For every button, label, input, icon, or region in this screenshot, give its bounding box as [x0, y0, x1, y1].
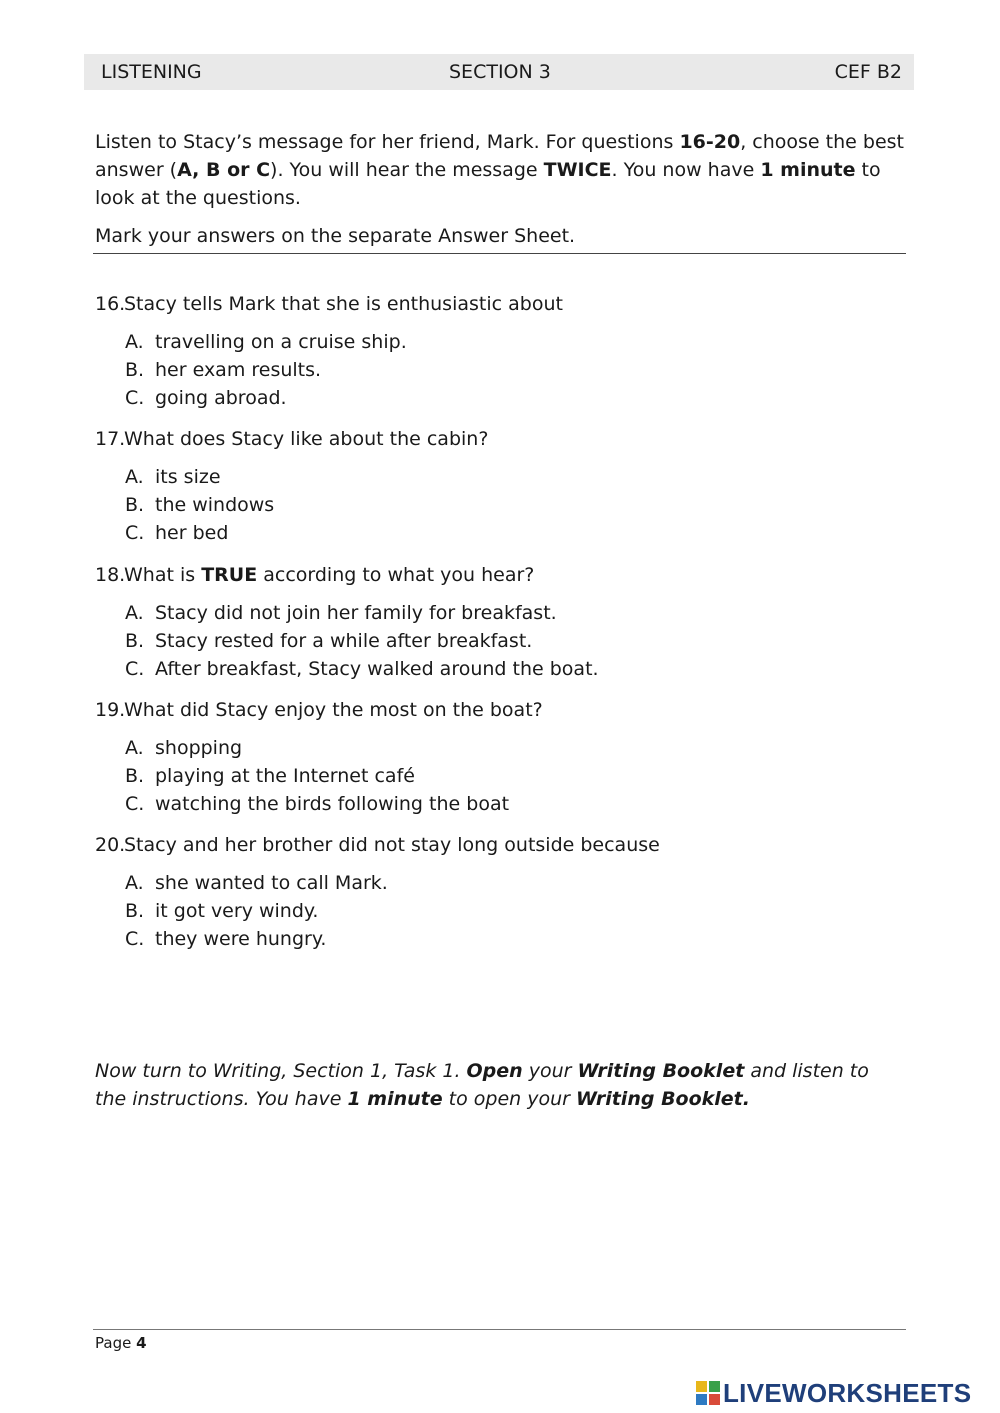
- writing-booklet-emphasis: Writing Booklet.: [576, 1088, 750, 1110]
- answer-option[interactable]: [95, 519, 895, 547]
- question-number: 16.: [95, 293, 126, 315]
- time-emphasis: 1 minute: [760, 159, 856, 181]
- answer-option[interactable]: [95, 655, 895, 683]
- footer-divider: [93, 1329, 906, 1330]
- answer-option[interactable]: [95, 869, 895, 897]
- answer-option[interactable]: [95, 384, 895, 412]
- question-number: 17.: [95, 428, 126, 450]
- option-text: After breakfast, Stacy walked around the boat.: [155, 658, 599, 680]
- option-letter: B.: [125, 765, 145, 787]
- closing-instructions: [95, 1057, 895, 1113]
- answer-option[interactable]: [95, 491, 895, 519]
- question-stem: [95, 290, 895, 318]
- question-text: Stacy and her brother did not stay long outside because: [124, 834, 660, 856]
- option-text: she wanted to call Mark.: [155, 872, 388, 894]
- option-letter: C.: [125, 522, 145, 544]
- answer-option[interactable]: [95, 463, 895, 491]
- closing-text: your: [522, 1060, 578, 1082]
- instructions-paragraph: [95, 128, 905, 212]
- option-text: its size: [155, 466, 221, 488]
- logo-tile: [696, 1381, 707, 1392]
- closing-text: to open your: [442, 1088, 576, 1110]
- option-letter: A.: [125, 331, 144, 353]
- option-text: Stacy did not join her family for breakfast.: [155, 602, 557, 624]
- question-19: [95, 696, 895, 818]
- option-letter: C.: [125, 387, 145, 409]
- question-text: What is: [124, 564, 202, 586]
- answer-option[interactable]: [95, 356, 895, 384]
- answer-option[interactable]: [95, 925, 895, 953]
- option-letter: B.: [125, 494, 145, 516]
- option-letter: A.: [125, 466, 144, 488]
- closing-text: and listen to the instructions. You have: [95, 1060, 869, 1110]
- option-letter: C.: [125, 658, 145, 680]
- answer-option[interactable]: [95, 734, 895, 762]
- option-letter: A.: [125, 602, 144, 624]
- option-text: her bed: [155, 522, 229, 544]
- question-number: 19.: [95, 699, 126, 721]
- divider: [93, 253, 906, 254]
- instructions-text: Listen to Stacy’s message for her friend, Mark. For questions: [95, 131, 680, 153]
- answer-option[interactable]: [95, 762, 895, 790]
- instructions-text: , choose the best answer (: [95, 131, 904, 181]
- page-number: [95, 1333, 147, 1353]
- liveworksheets-logo: [696, 1378, 971, 1408]
- option-text: the windows: [155, 494, 275, 516]
- answer-option[interactable]: [95, 790, 895, 818]
- option-letter: A.: [125, 872, 144, 894]
- instructions-text: ). You will hear the message: [270, 159, 544, 181]
- true-emphasis: TRUE: [201, 564, 258, 586]
- time-emphasis: 1 minute: [347, 1088, 443, 1110]
- instructions-text: . You now have: [611, 159, 761, 181]
- option-text: her exam results.: [155, 359, 322, 381]
- logo-tile: [696, 1394, 707, 1405]
- question-stem: [95, 696, 895, 724]
- question-text: Stacy tells Mark that she is enthusiastic about: [124, 293, 563, 315]
- question-20: [95, 831, 895, 953]
- option-text: going abroad.: [155, 387, 287, 409]
- option-letter: B.: [125, 900, 145, 922]
- option-letter: C.: [125, 928, 145, 950]
- option-letter: B.: [125, 359, 145, 381]
- header-section-number: SECTION 3: [449, 61, 551, 83]
- option-text: Stacy rested for a while after breakfast.: [155, 630, 533, 652]
- option-text: it got very windy.: [155, 900, 319, 922]
- header-level: CEF B2: [834, 61, 902, 83]
- question-stem: [95, 831, 895, 859]
- option-text: shopping: [155, 737, 243, 759]
- open-emphasis: Open: [466, 1060, 523, 1082]
- instructions: [95, 128, 905, 250]
- option-letter: C.: [125, 793, 145, 815]
- logo-tile: [709, 1381, 720, 1392]
- closing-text: Now turn to Writing, Section 1, Task 1.: [95, 1060, 467, 1082]
- option-letter: A.: [125, 737, 144, 759]
- question-text: What did Stacy enjoy the most on the boat?: [124, 699, 543, 721]
- option-text: travelling on a cruise ship.: [155, 331, 407, 353]
- option-text: playing at the Internet café: [155, 765, 415, 787]
- twice-emphasis: TWICE: [543, 159, 612, 181]
- page-header: [84, 54, 914, 90]
- question-number: 18.: [95, 564, 126, 586]
- page-number-value: 4: [136, 1334, 147, 1352]
- option-letter: B.: [125, 630, 145, 652]
- answer-option[interactable]: [95, 328, 895, 356]
- question-stem: [95, 561, 895, 589]
- question-16: [95, 290, 895, 412]
- logo-icon: [696, 1381, 720, 1405]
- question-stem: [95, 425, 895, 453]
- option-text: they were hungry.: [155, 928, 327, 950]
- question-range: 16-20: [679, 131, 741, 153]
- option-text: watching the birds following the boat: [155, 793, 510, 815]
- question-number: 20.: [95, 834, 126, 856]
- logo-text: LIVEWORKSHEETS: [723, 1377, 972, 1408]
- writing-booklet-emphasis: Writing Booklet: [577, 1060, 745, 1082]
- answer-option[interactable]: [95, 599, 895, 627]
- question-text: What does Stacy like about the cabin?: [124, 428, 489, 450]
- answer-option[interactable]: [95, 897, 895, 925]
- page-label: Page: [95, 1334, 137, 1352]
- question-text: according to what you hear?: [257, 564, 535, 586]
- answer-sheet-note: Mark your answers on the separate Answer Sheet.: [95, 225, 576, 247]
- logo-tile: [709, 1394, 720, 1405]
- header-section-name: LISTENING: [101, 61, 202, 83]
- question-18: [95, 561, 895, 683]
- closing-paragraph: [95, 1057, 895, 1113]
- answer-choices: A, B or C: [177, 159, 271, 181]
- answer-option[interactable]: [95, 627, 895, 655]
- question-17: [95, 425, 895, 547]
- instructions-text: to look at the questions.: [95, 159, 881, 209]
